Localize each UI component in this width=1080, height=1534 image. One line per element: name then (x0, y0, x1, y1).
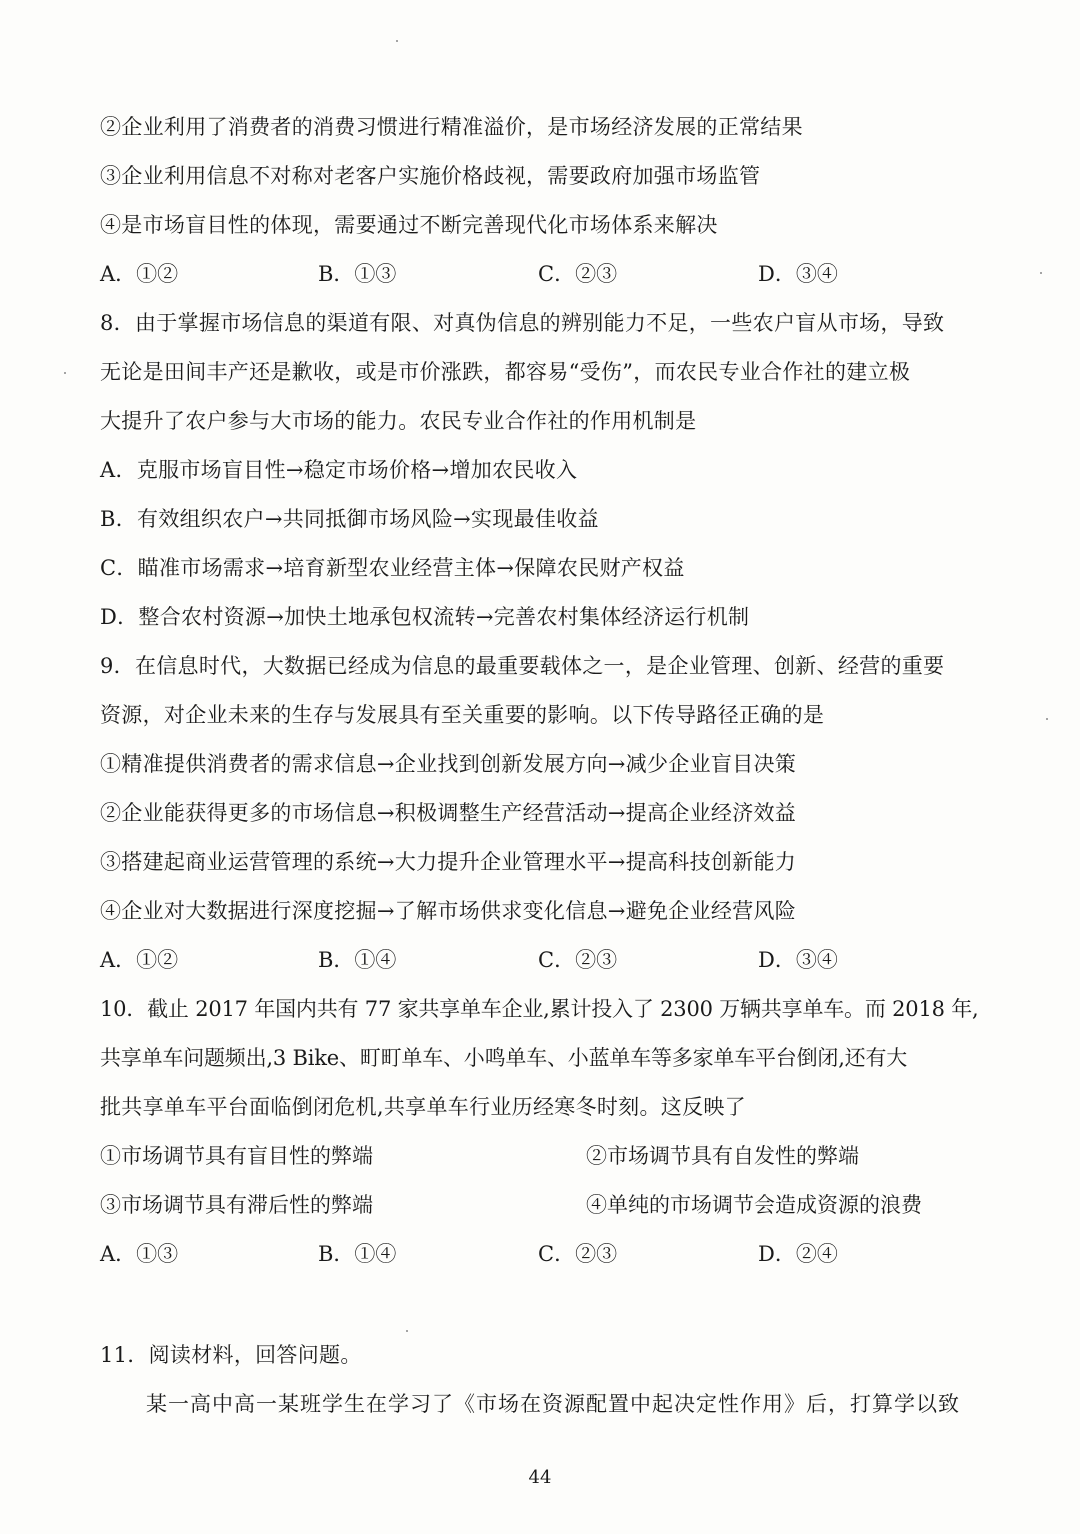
q8-choice-d: D．整合农村资源→加快土地承包权流转→完善农村集体经济运行机制 (100, 605, 750, 629)
q7-choice-d: D．③④ (758, 262, 838, 286)
q9-stem-line-2: 资源，对企业未来的生存与发展具有至关重要的影响。以下传导路径正确的是 (100, 703, 825, 727)
q7-choice-c: C．②③ (538, 262, 618, 286)
scan-speck (1040, 272, 1042, 274)
q9-option-2: ②企业能获得更多的市场信息→积极调整生产经营活动→提高企业经济效益 (100, 801, 797, 825)
q9-option-1: ①精准提供消费者的需求信息→企业找到创新发展方向→减少企业盲目决策 (100, 752, 797, 776)
q9-choice-d: D．③④ (758, 948, 838, 972)
q9-option-4: ④企业对大数据进行深度挖掘→了解市场供求变化信息→避免企业经营风险 (100, 899, 797, 923)
scan-speck (1046, 718, 1048, 720)
scan-speck (396, 40, 398, 42)
q10-stem-line-3: 批共享单车平台面临倒闭危机,共享单车行业历经寒冬时刻。这反映了 (100, 1095, 746, 1119)
q9-option-3: ③搭建起商业运营管理的系统→大力提升企业管理水平→提高科技创新能力 (100, 850, 797, 874)
q10-option-1: ①市场调节具有盲目性的弊端 (100, 1144, 373, 1168)
q8-choice-b: B．有效组织农户→共同抵御市场风险→实现最佳收益 (100, 507, 599, 531)
q7-choice-b: B．①③ (318, 262, 397, 286)
q10-choice-a: A．①③ (100, 1242, 179, 1266)
q9-choice-b: B．①④ (318, 948, 397, 972)
q8-choice-a: A．克服市场盲目性→稳定市场价格→增加农民收入 (100, 458, 578, 482)
q7-option-2: ②企业利用了消费者的消费习惯进行精准溢价，是市场经济发展的正常结果 (100, 115, 803, 139)
q7-choice-a: A．①② (100, 262, 179, 286)
q7-option-3: ③企业利用信息不对称对老客户实施价格歧视，需要政府加强市场监管 (100, 164, 761, 188)
q8-stem-line-1: 8．由于掌握市场信息的渠道有限、对真伪信息的辨别能力不足，一些农户盲从市场，导致 (100, 311, 945, 335)
q10-choice-c: C．②③ (538, 1242, 618, 1266)
q10-option-3: ③市场调节具有滞后性的弊端 (100, 1193, 373, 1217)
q8-choice-c: C．瞄准市场需求→培育新型农业经营主体→保障农民财产权益 (100, 556, 685, 580)
q10-choice-d: D．②④ (758, 1242, 838, 1266)
q9-choice-c: C．②③ (538, 948, 618, 972)
q10-option-4: ④单纯的市场调节会造成资源的浪费 (586, 1193, 922, 1217)
q8-stem-line-3: 大提升了农户参与大市场的能力。农民专业合作社的作用机制是 (100, 409, 697, 433)
scan-speck (406, 1330, 408, 1332)
q10-stem-line-1: 10．截止 2017 年国内共有 77 家共享单车企业,累计投入了 2300 万辆共享单车。而 2018 年, (100, 997, 979, 1021)
q7-option-4: ④是市场盲目性的体现，需要通过不断完善现代化市场体系来解决 (100, 213, 718, 237)
q10-option-2: ②市场调节具有自发性的弊端 (586, 1144, 859, 1168)
q8-stem-line-2: 无论是田间丰产还是歉收，或是市价涨跌，都容易“受伤”，而农民专业合作社的建立极 (100, 360, 911, 384)
q11-material-line-1: 某一高中高一某班学生在学习了《市场在资源配置中起决定性作用》后，打算学以致 (146, 1392, 960, 1416)
q10-choice-b: B．①④ (318, 1242, 397, 1266)
q9-choice-a: A．①② (100, 948, 179, 972)
q9-stem-line-1: 9．在信息时代，大数据已经成为信息的最重要载体之一，是企业管理、创新、经营的重要 (100, 654, 945, 678)
q10-stem-line-2: 共享单车问题频出,3 Bike、町町单车、小鸣单车、小蓝单车等多家单车平台倒闭,还有大 (100, 1046, 908, 1070)
q11-stem: 11．阅读材料，回答问题。 (100, 1343, 362, 1367)
scan-speck (64, 372, 66, 374)
page-number: 44 (528, 1467, 552, 1488)
